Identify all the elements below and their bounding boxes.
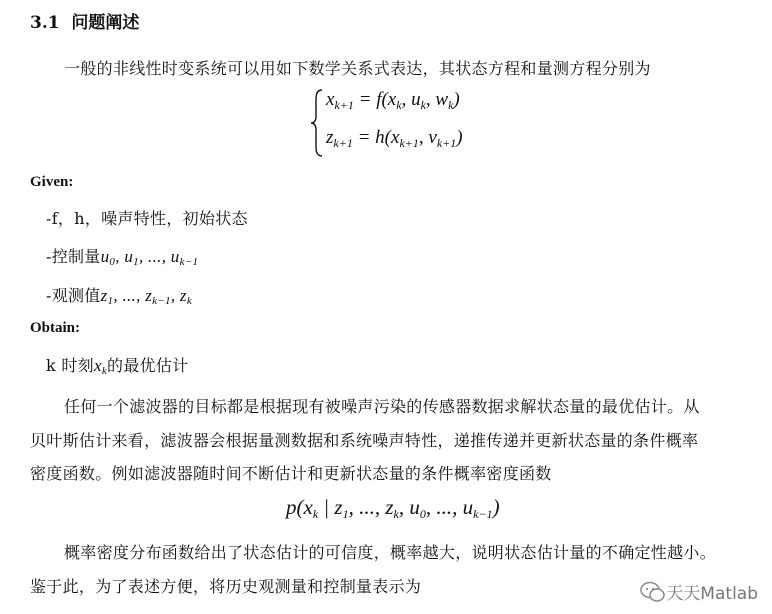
section-heading — [30, 8, 139, 33]
given-label: Given: — [30, 174, 74, 190]
equation-brace — [310, 88, 324, 162]
obtain-suffix: 的最优估计 — [107, 356, 189, 375]
paragraph-1-line-1: 任何一个滤波器的目标都是根据现有被噪声污染的传感器数据求解状态量的最优估计。从 — [64, 397, 700, 416]
given-item-1: -f，h，噪声特性，初始状态 — [46, 209, 248, 228]
observation-sequence-math: $z_1$, ..., $z_{k-1}$, $z_k$ — [100, 286, 193, 307]
given-item-2 — [46, 244, 198, 268]
paragraph-1-line-2: 贝叶斯估计来看，滤波器会根据量测数据和系统噪声特性，递推传递并更新状态量的条件概率 — [30, 431, 699, 450]
given-item-2-label: -控制量 — [46, 247, 101, 266]
paragraph-2-line-2: 鉴于此，为了表述方便，将历史观测量和控制量表示为 — [30, 577, 422, 596]
state-xk-math: $x_k$ — [93, 356, 108, 377]
control-sequence-math: $u_0$, $u_1$, ..., $u_{k-1}$ — [100, 247, 199, 268]
conditional-pdf-formula: $p(x_k$ | $z_1$, ..., $z_k$, $u_0$, ..., $u_{k-1}$) — [286, 495, 500, 521]
obtain-label: Obtain: — [30, 320, 81, 336]
obtain-item — [46, 353, 189, 377]
section-number: 3.1 — [30, 13, 60, 33]
obtain-prefix: k 时刻 — [46, 356, 94, 375]
paragraph-2-line-1: 概率密度分布函数给出了状态估计的可信度，概率越大，说明状态估计量的不确定性越小。 — [64, 543, 717, 562]
measurement-equation: $z_{k+1} = h(x_{k+1}$, $v_{k+1}$) — [326, 127, 463, 150]
watermark — [640, 579, 758, 604]
watermark-text: 天天Matlab — [666, 584, 758, 604]
wechat-icon — [640, 581, 666, 603]
given-item-3 — [46, 283, 192, 307]
intro-text: 一般的非线性时变系统可以用如下数学关系式表达，其状态方程和量测方程分别为 — [64, 59, 651, 78]
section-title: 问题阐述 — [71, 13, 140, 33]
state-equation: $x_{k+1} = f(x_k$, $u_k$, $w_k$) — [326, 89, 460, 112]
given-item-3-label: -观测值 — [46, 286, 101, 305]
paragraph-1-line-3: 密度函数。例如滤波器随时间不断估计和更新状态量的条件概率密度函数 — [30, 464, 552, 483]
